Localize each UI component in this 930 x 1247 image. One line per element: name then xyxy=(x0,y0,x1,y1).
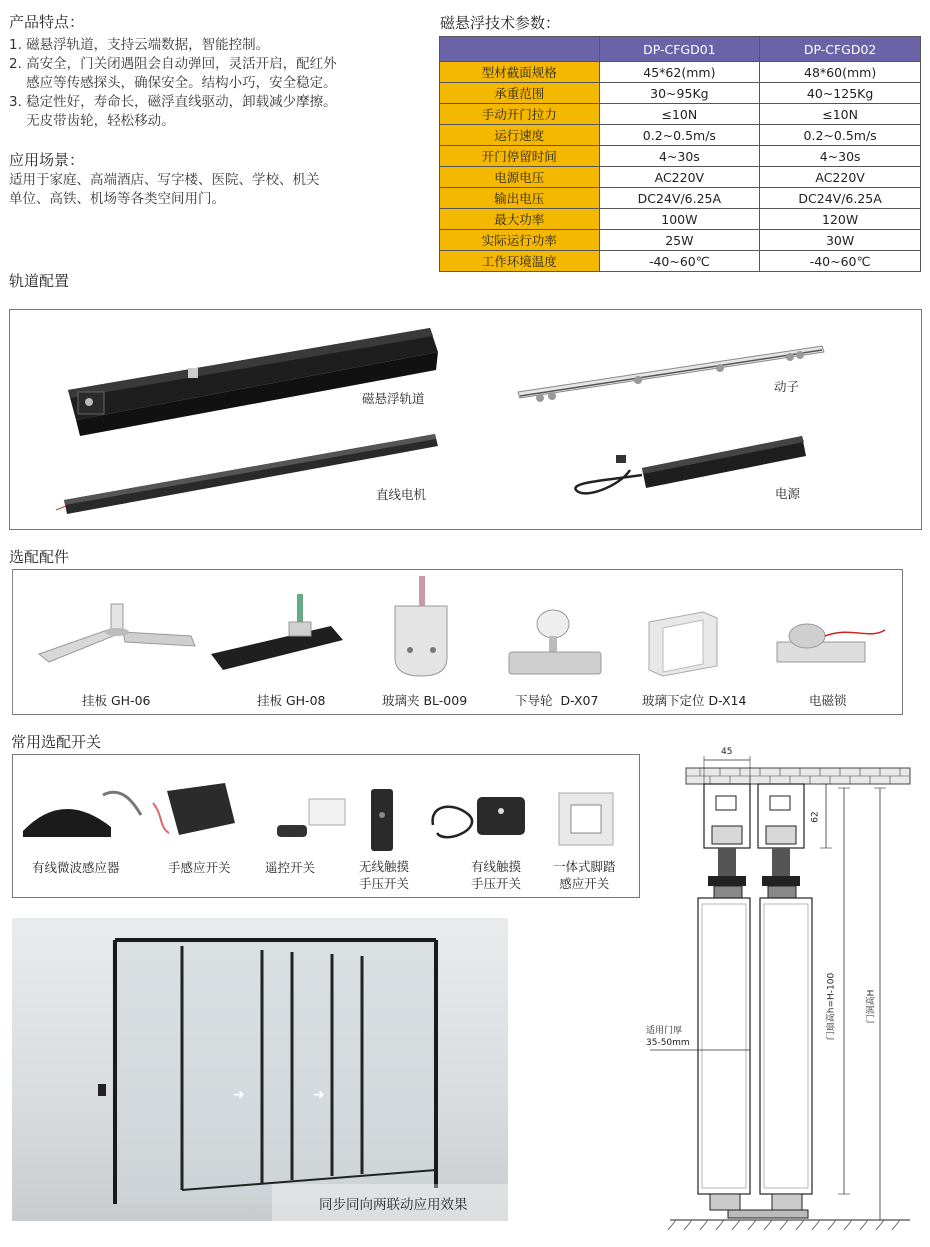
door-thickness-label xyxy=(646,1025,690,1049)
application-title: 应用场景： xyxy=(9,151,85,169)
feature-line: 1. 磁悬浮轨道，支持云端数据，智能控制。 xyxy=(9,37,270,53)
spec-value: DC24V/6.25A xyxy=(760,188,921,209)
feature-line: 感应等传感探头，确保安全。结构小巧，安全稳定。 xyxy=(9,75,337,91)
feature-line: 无皮带齿轮，轻松移动。 xyxy=(9,113,175,129)
spec-value: 48*60(mm) xyxy=(760,62,921,83)
feature-line: 2. 高安全，门关闭遇阻会自动弹回，灵活开启，配红外 xyxy=(9,56,337,72)
spec-row xyxy=(440,125,921,146)
features-title: 产品特点： xyxy=(9,13,85,31)
application-line: 适用于家庭、高端酒店、写字楼、医院、学校、机关 xyxy=(9,172,320,188)
spec-header-row xyxy=(440,37,921,62)
photo-caption: 同步同向两联动应用效果 xyxy=(319,1197,468,1213)
spec-header-blank xyxy=(440,37,600,62)
switch-label xyxy=(359,858,409,892)
power-label: 电源 xyxy=(775,486,801,501)
spec-value: 120W xyxy=(760,209,921,230)
bottom-guide-wheel-dx07-image xyxy=(509,610,601,674)
remote-switch-image xyxy=(277,799,345,837)
dimension-height-label: 62 xyxy=(810,811,821,823)
spec-label: 型材截面规格 xyxy=(440,62,600,83)
hanger-gh08-image xyxy=(211,594,343,670)
spec-label: 承重范围 xyxy=(440,83,600,104)
spec-model-1: DP-CFGD01 xyxy=(599,37,760,62)
glass-clamp-bl009-image xyxy=(395,576,447,676)
switch-label xyxy=(471,858,521,892)
track-title: 轨道配置 xyxy=(9,272,70,290)
opening-height-label: 门洞高H xyxy=(866,989,877,1024)
spec-label: 实际运行功率 xyxy=(440,230,600,251)
wired-touch-switch-image xyxy=(433,797,525,837)
door-height-label: 门扇高h=H-100 xyxy=(826,972,837,1041)
spec-table xyxy=(439,36,921,272)
application-photo xyxy=(12,918,508,1221)
accessory-label: 玻璃夹 BL-009 xyxy=(382,693,468,708)
switch-label-line: 感应开关 xyxy=(559,876,610,891)
spec-value: -40~60℃ xyxy=(760,251,921,272)
spec-model-2: DP-CFGD02 xyxy=(760,37,921,62)
spec-label: 工作环境温度 xyxy=(440,251,600,272)
feature-line: 3. 稳定性好，寿命长，磁浮直线驱动，卸载减少摩擦。 xyxy=(9,94,337,110)
glass-bottom-locator-dx14-image xyxy=(649,612,717,676)
switch-label-line: 一体式脚踏 xyxy=(553,859,616,874)
accessory-label: 玻璃下定位 D-X14 xyxy=(642,693,747,708)
microwave-sensor-image xyxy=(23,792,141,837)
spec-label: 最大功率 xyxy=(440,209,600,230)
accessories-title: 选配配件 xyxy=(9,548,70,566)
spec-label: 手动开门拉力 xyxy=(440,104,600,125)
switch-label: 有线微波感应器 xyxy=(32,860,120,875)
spec-row xyxy=(440,146,921,167)
spec-row xyxy=(440,251,921,272)
spec-value: DC24V/6.25A xyxy=(599,188,760,209)
motor-label: 直线电机 xyxy=(376,487,427,502)
svg-text:➜: ➜ xyxy=(233,1087,245,1103)
spec-label: 运行速度 xyxy=(440,125,600,146)
spec-value: 45*62(mm) xyxy=(599,62,760,83)
application-text xyxy=(9,171,320,209)
spec-value: 100W xyxy=(599,209,760,230)
spec-row xyxy=(440,83,921,104)
switch-label-line: 手压开关 xyxy=(471,876,522,891)
switch-label xyxy=(553,858,616,892)
hand-sensor-switch-image xyxy=(153,783,235,835)
svg-text:➜: ➜ xyxy=(313,1087,325,1103)
application-line: 单位、高铁、机场等各类空间用门。 xyxy=(9,191,225,207)
spec-value: ≤10N xyxy=(599,104,760,125)
installation-drawing xyxy=(640,740,925,1240)
spec-title: 磁悬浮技术参数： xyxy=(440,14,561,32)
spec-value: AC220V xyxy=(599,167,760,188)
switches-title: 常用选配开关 xyxy=(11,733,102,751)
spec-row xyxy=(440,209,921,230)
accessory-label: 挂板 GH-08 xyxy=(257,693,326,708)
hanger-gh06-image xyxy=(39,604,195,662)
spec-label: 开门停留时间 xyxy=(440,146,600,167)
spec-value: 4~30s xyxy=(760,146,921,167)
switch-label-line: 无线触摸 xyxy=(359,859,410,874)
spec-label: 电源电压 xyxy=(440,167,600,188)
foot-sensor-switch-image xyxy=(559,793,613,845)
switch-label-line: 有线触摸 xyxy=(471,859,522,874)
mover-label: 动子 xyxy=(774,379,800,394)
spec-value: AC220V xyxy=(760,167,921,188)
sliding-glass-door-image xyxy=(12,918,508,1221)
door-thickness-line: 35-50mm xyxy=(646,1038,690,1048)
accessory-label: 下导轮 D-X07 xyxy=(515,693,599,708)
power-supply-image xyxy=(575,436,806,493)
switch-label: 遥控开关 xyxy=(265,860,316,875)
spec-value: 30W xyxy=(760,230,921,251)
switch-label-line: 手压开关 xyxy=(359,876,410,891)
wireless-touch-switch-image xyxy=(371,789,393,851)
spec-value: 25W xyxy=(599,230,760,251)
rail-label: 磁悬浮轨道 xyxy=(362,391,425,406)
electromagnetic-lock-image xyxy=(777,624,885,662)
spec-value: ≤10N xyxy=(760,104,921,125)
spec-label: 输出电压 xyxy=(440,188,600,209)
spec-row xyxy=(440,62,921,83)
spec-row xyxy=(440,230,921,251)
switches-panel xyxy=(12,754,640,898)
spec-value: 4~30s xyxy=(599,146,760,167)
spec-value: 0.2~0.5m/s xyxy=(760,125,921,146)
spec-value: 30~95Kg xyxy=(599,83,760,104)
spec-row xyxy=(440,104,921,125)
switch-label: 手感应开关 xyxy=(168,860,231,875)
spec-value: -40~60℃ xyxy=(599,251,760,272)
accessories-panel xyxy=(12,569,903,715)
spec-value: 0.2~0.5m/s xyxy=(599,125,760,146)
maglev-rail-image xyxy=(68,328,438,436)
spec-row xyxy=(440,188,921,209)
dimension-width-label: 45 xyxy=(721,747,733,757)
spec-value: 40~125Kg xyxy=(760,83,921,104)
accessory-label: 电磁锁 xyxy=(809,693,847,708)
spec-row xyxy=(440,167,921,188)
door-thickness-line: 适用门厚 xyxy=(646,1026,683,1036)
accessory-label: 挂板 GH-06 xyxy=(82,693,151,708)
track-panel xyxy=(9,309,922,530)
features-list xyxy=(9,36,337,131)
